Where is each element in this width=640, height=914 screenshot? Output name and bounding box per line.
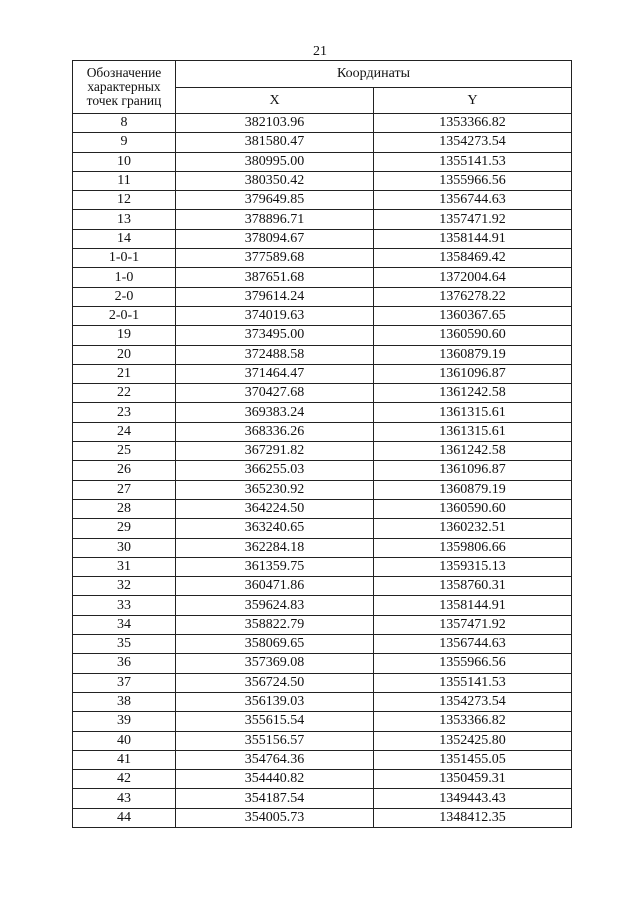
- y-coordinate-cell: 1353366.82: [374, 114, 572, 133]
- x-coordinate-cell: 355615.54: [176, 712, 374, 731]
- x-coordinate-cell: 379649.85: [176, 191, 374, 210]
- point-id-cell: 25: [73, 442, 176, 461]
- x-coordinate-cell: 377589.68: [176, 249, 374, 268]
- point-id-cell: 11: [73, 171, 176, 190]
- y-coordinate-cell: 1352425.80: [374, 731, 572, 750]
- x-coordinate-cell: 369383.24: [176, 403, 374, 422]
- point-id-cell: 9: [73, 133, 176, 152]
- table-row: [73, 422, 572, 441]
- table-row: [73, 770, 572, 789]
- point-id-cell: 39: [73, 712, 176, 731]
- table-body: [73, 114, 572, 828]
- x-coordinate-cell: 357369.08: [176, 654, 374, 673]
- y-coordinate-cell: 1361315.61: [374, 422, 572, 441]
- y-coordinate-cell: 1361315.61: [374, 403, 572, 422]
- table-row: [73, 519, 572, 538]
- table-row: [73, 731, 572, 750]
- point-id-cell: 10: [73, 152, 176, 171]
- table-row: [73, 635, 572, 654]
- x-coordinate-cell: 366255.03: [176, 461, 374, 480]
- x-coordinate-cell: 378896.71: [176, 210, 374, 229]
- point-id-cell: 26: [73, 461, 176, 480]
- y-coordinate-cell: 1355141.53: [374, 152, 572, 171]
- table-row: [73, 596, 572, 615]
- table-row: [73, 191, 572, 210]
- table-row: [73, 287, 572, 306]
- point-id-cell: 38: [73, 692, 176, 711]
- x-coordinate-cell: 379614.24: [176, 287, 374, 306]
- point-id-cell: 44: [73, 808, 176, 827]
- point-id-cell: 13: [73, 210, 176, 229]
- x-coordinate-cell: 367291.82: [176, 442, 374, 461]
- table-row: [73, 480, 572, 499]
- y-coordinate-cell: 1360367.65: [374, 306, 572, 325]
- x-coordinate-cell: 356724.50: [176, 673, 374, 692]
- x-coordinate-cell: 354187.54: [176, 789, 374, 808]
- x-coordinate-cell: 372488.58: [176, 345, 374, 364]
- table-row: [73, 345, 572, 364]
- point-id-cell: 1-0: [73, 268, 176, 287]
- point-id-cell: 40: [73, 731, 176, 750]
- y-coordinate-cell: 1358469.42: [374, 249, 572, 268]
- x-coordinate-cell: 361359.75: [176, 557, 374, 576]
- table-row: [73, 750, 572, 769]
- y-coordinate-cell: 1361096.87: [374, 364, 572, 383]
- x-coordinate-cell: 358822.79: [176, 615, 374, 634]
- y-coordinate-cell: 1359806.66: [374, 538, 572, 557]
- table-row: [73, 442, 572, 461]
- point-id-cell: 8: [73, 114, 176, 133]
- point-designation-header: Обозначение характерных точек границ: [73, 61, 176, 114]
- point-id-cell: 23: [73, 403, 176, 422]
- point-id-cell: 35: [73, 635, 176, 654]
- table-row: [73, 654, 572, 673]
- point-id-cell: 2-0-1: [73, 306, 176, 325]
- y-column-header: Y: [374, 88, 572, 114]
- table-row: [73, 171, 572, 190]
- table-row: [73, 268, 572, 287]
- coordinates-table: [72, 60, 572, 828]
- x-coordinate-cell: 374019.63: [176, 306, 374, 325]
- y-coordinate-cell: 1360590.60: [374, 499, 572, 518]
- y-coordinate-cell: 1351455.05: [374, 750, 572, 769]
- y-coordinate-cell: 1349443.43: [374, 789, 572, 808]
- y-coordinate-cell: 1358144.91: [374, 596, 572, 615]
- y-coordinate-cell: 1355966.56: [374, 654, 572, 673]
- y-coordinate-cell: 1356744.63: [374, 635, 572, 654]
- x-coordinate-cell: 363240.65: [176, 519, 374, 538]
- point-id-cell: 14: [73, 229, 176, 248]
- table-row: [73, 152, 572, 171]
- y-coordinate-cell: 1357471.92: [374, 615, 572, 634]
- y-coordinate-cell: 1360879.19: [374, 480, 572, 499]
- x-coordinate-cell: 364224.50: [176, 499, 374, 518]
- point-id-cell: 19: [73, 326, 176, 345]
- x-coordinate-cell: 362284.18: [176, 538, 374, 557]
- x-coordinate-cell: 365230.92: [176, 480, 374, 499]
- point-id-cell: 22: [73, 384, 176, 403]
- table-row: [73, 364, 572, 383]
- y-coordinate-cell: 1355966.56: [374, 171, 572, 190]
- table-row: [73, 133, 572, 152]
- y-coordinate-cell: 1360232.51: [374, 519, 572, 538]
- point-id-cell: 30: [73, 538, 176, 557]
- y-coordinate-cell: 1372004.64: [374, 268, 572, 287]
- point-id-cell: 34: [73, 615, 176, 634]
- x-coordinate-cell: 380350.42: [176, 171, 374, 190]
- table-row: [73, 403, 572, 422]
- page-number: 21: [313, 44, 327, 59]
- point-id-cell: 2-0: [73, 287, 176, 306]
- table-row: [73, 789, 572, 808]
- point-id-cell: 37: [73, 673, 176, 692]
- table-row: [73, 326, 572, 345]
- x-coordinate-cell: 358069.65: [176, 635, 374, 654]
- y-coordinate-cell: 1354273.54: [374, 692, 572, 711]
- table-row: [73, 808, 572, 827]
- point-id-cell: 33: [73, 596, 176, 615]
- table-row: [73, 114, 572, 133]
- y-coordinate-cell: 1361242.58: [374, 442, 572, 461]
- x-coordinate-cell: 354764.36: [176, 750, 374, 769]
- table-row: [73, 615, 572, 634]
- y-coordinate-cell: 1360590.60: [374, 326, 572, 345]
- y-coordinate-cell: 1358760.31: [374, 577, 572, 596]
- x-coordinate-cell: 368336.26: [176, 422, 374, 441]
- x-coordinate-cell: 371464.47: [176, 364, 374, 383]
- table-row: [73, 673, 572, 692]
- point-id-cell: 36: [73, 654, 176, 673]
- point-id-cell: 43: [73, 789, 176, 808]
- y-coordinate-cell: 1360879.19: [374, 345, 572, 364]
- y-coordinate-cell: 1354273.54: [374, 133, 572, 152]
- table-row: [73, 499, 572, 518]
- x-coordinate-cell: 355156.57: [176, 731, 374, 750]
- y-coordinate-cell: 1376278.22: [374, 287, 572, 306]
- y-coordinate-cell: 1361096.87: [374, 461, 572, 480]
- point-id-cell: 42: [73, 770, 176, 789]
- point-id-cell: 27: [73, 480, 176, 499]
- table-row: [73, 692, 572, 711]
- x-coordinate-cell: 360471.86: [176, 577, 374, 596]
- x-coordinate-cell: 380995.00: [176, 152, 374, 171]
- point-id-cell: 24: [73, 422, 176, 441]
- point-id-cell: 21: [73, 364, 176, 383]
- x-coordinate-cell: 387651.68: [176, 268, 374, 287]
- table-row: [73, 538, 572, 557]
- x-coordinate-cell: 373495.00: [176, 326, 374, 345]
- point-id-cell: 28: [73, 499, 176, 518]
- y-coordinate-cell: 1361242.58: [374, 384, 572, 403]
- x-coordinate-cell: 354005.73: [176, 808, 374, 827]
- x-coordinate-cell: 356139.03: [176, 692, 374, 711]
- table-row: [73, 384, 572, 403]
- y-coordinate-cell: 1357471.92: [374, 210, 572, 229]
- point-id-cell: 1-0-1: [73, 249, 176, 268]
- point-id-cell: 29: [73, 519, 176, 538]
- x-coordinate-cell: 382103.96: [176, 114, 374, 133]
- y-coordinate-cell: 1359315.13: [374, 557, 572, 576]
- y-coordinate-cell: 1353366.82: [374, 712, 572, 731]
- x-coordinate-cell: 359624.83: [176, 596, 374, 615]
- x-column-header: X: [176, 88, 374, 114]
- x-coordinate-cell: 354440.82: [176, 770, 374, 789]
- table-row: [73, 306, 572, 325]
- x-coordinate-cell: 381580.47: [176, 133, 374, 152]
- table-row: [73, 229, 572, 248]
- point-id-cell: 12: [73, 191, 176, 210]
- point-id-cell: 20: [73, 345, 176, 364]
- table-row: [73, 210, 572, 229]
- x-coordinate-cell: 378094.67: [176, 229, 374, 248]
- table-row: [73, 249, 572, 268]
- table-row: [73, 712, 572, 731]
- table-row: [73, 557, 572, 576]
- y-coordinate-cell: 1358144.91: [374, 229, 572, 248]
- point-id-cell: 31: [73, 557, 176, 576]
- point-id-cell: 32: [73, 577, 176, 596]
- point-id-cell: 41: [73, 750, 176, 769]
- table-header: [73, 61, 572, 114]
- y-coordinate-cell: 1356744.63: [374, 191, 572, 210]
- coordinates-header: Координаты: [176, 61, 572, 88]
- x-coordinate-cell: 370427.68: [176, 384, 374, 403]
- y-coordinate-cell: 1348412.35: [374, 808, 572, 827]
- table-row: [73, 461, 572, 480]
- y-coordinate-cell: 1355141.53: [374, 673, 572, 692]
- y-coordinate-cell: 1350459.31: [374, 770, 572, 789]
- table-row: [73, 577, 572, 596]
